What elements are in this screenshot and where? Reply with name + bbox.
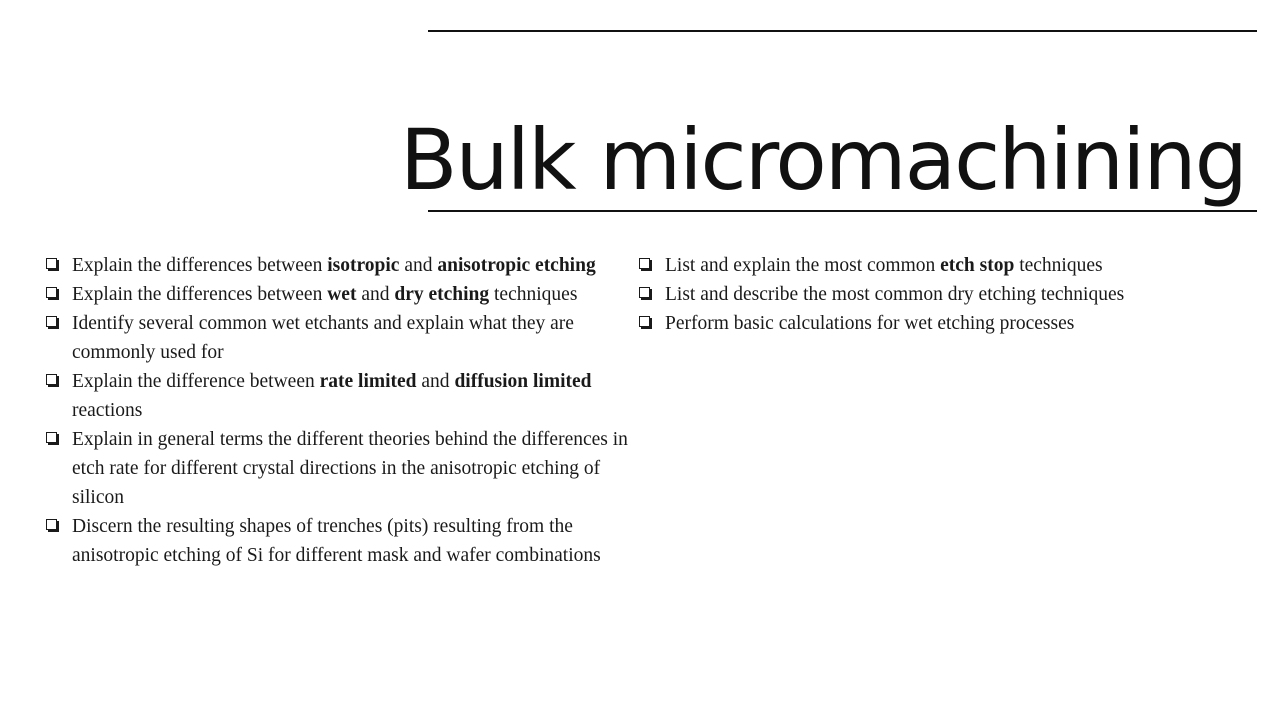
list-item [44, 512, 636, 570]
list-item [637, 280, 1257, 309]
checkbox-bullet-icon [639, 258, 650, 269]
checkbox-bullet-icon [46, 287, 57, 298]
title-bottom-rule [428, 210, 1257, 212]
list-item-text: Explain the difference between rate limited and diffusion limited reactions [72, 371, 592, 421]
checkbox-bullet-icon [46, 432, 57, 443]
objectives-list-left [44, 251, 636, 570]
list-item [44, 309, 636, 367]
list-item [44, 251, 636, 280]
title-top-rule [428, 30, 1257, 32]
checkbox-bullet-icon [46, 258, 57, 269]
checkbox-bullet-icon [639, 316, 650, 327]
list-item [44, 425, 636, 512]
list-item-text: Explain in general terms the different theories behind the differences in etch rate for different crystal directions in the anisotropic etching of silicon [72, 429, 628, 508]
list-item [44, 280, 636, 309]
checkbox-bullet-icon [46, 374, 57, 385]
checkbox-bullet-icon [639, 287, 650, 298]
list-item-text: Discern the resulting shapes of trenches (pits) resulting from the anisotropic etching of Si for different mask and wafer combinations [72, 516, 601, 566]
objectives-list-right [637, 251, 1257, 338]
list-item [637, 309, 1257, 338]
list-item-text: Perform basic calculations for wet etching processes [665, 313, 1075, 334]
checkbox-bullet-icon [46, 316, 57, 327]
list-item-text: List and describe the most common dry etching techniques [665, 284, 1125, 305]
checkbox-bullet-icon [46, 519, 57, 530]
list-item-text: List and explain the most common etch stop techniques [665, 255, 1103, 276]
list-item [44, 367, 636, 425]
list-item-text: Explain the differences between wet and dry etching techniques [72, 284, 578, 305]
list-item [637, 251, 1257, 280]
list-item-text: Identify several common wet etchants and explain what they are commonly used for [72, 313, 574, 363]
list-item-text: Explain the differences between isotropic and anisotropic etching [72, 255, 596, 276]
slide-title: Bulk micromachining [399, 111, 1246, 209]
